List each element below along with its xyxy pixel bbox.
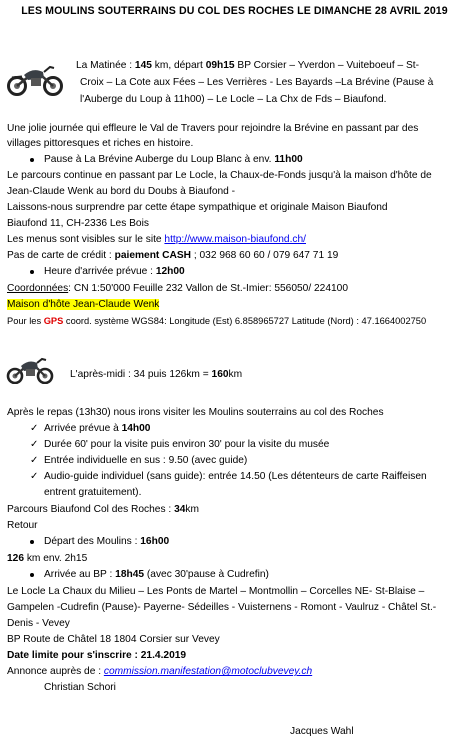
visit-line: Après le repas (13h30) nous irons visiter les Moulins souterrains au col des Roches <box>7 407 384 418</box>
gps-line: Pour les GPS coord. système WGS84: Longitude (Est) 6.858965727 Latitude (Nord) : 47.1664002750 <box>7 316 427 326</box>
route-line-4: Biaufond 11, CH-2336 Les Bois <box>7 218 149 229</box>
bullet-dot-icon <box>30 540 34 544</box>
check-audio-2: entrent gratuitement). <box>44 487 142 498</box>
arrive-bp-line: Arrivée au BP : 18h45 (avec 30'pause à Cudrefin) <box>44 569 269 580</box>
arrival-line: Heure d'arrivée prévue : 12h00 <box>44 266 185 277</box>
return-route-3: Denis - Vevey <box>7 618 70 629</box>
parcours-line: Parcours Biaufond Col des Roches : 34km <box>7 504 199 515</box>
contact-line: Annonce auprès de : commission.manifestation@motoclubvevey.ch <box>7 666 313 677</box>
return-route-2: Gampelen -Cudrefin (Pause)- Payerne- Sédeilles - Vuisternens - Romont - Vaulruz - Châtel St.- <box>7 602 437 613</box>
intro-line-2: villages pittoresques et riches en histoire. <box>7 138 194 149</box>
checkmark-icon: ✓ <box>30 455 39 466</box>
email-link[interactable]: commission.manifestation@motoclubvevey.ch <box>103 666 313 677</box>
morning-line-2: Croix – La Cote aux Fées – Les Verrières - Les Bayards –La Brévine (Pause à <box>80 77 434 88</box>
coordinates-line: Coordonnées: CN 1:50'000 Feuille 232 Vallon de St.-Imier: 556050/ 224100 <box>7 283 348 294</box>
menus-line: Les menus sont visibles sur le site http://www.maison-biaufond.ch/ <box>7 234 306 245</box>
route-line-2: Jean-Claude Wenk au bord du Doubs à Biaufond - <box>7 186 236 197</box>
morning-line-1: La Matinée : 145 km, départ 09h15 BP Corsier – Yverdon – Vuiteboeuf – St- <box>76 60 420 71</box>
motorcycle-image-afternoon <box>6 354 54 384</box>
check-duration: Durée 60' pour la visite puis environ 30' pour la visite du musée <box>44 439 330 450</box>
route-line-1: Le parcours continue en passant par Le Locle, la Chaux-de-Fonds jusqu'à la maison d'hôte de <box>7 170 432 181</box>
retour-line: Retour <box>7 520 38 531</box>
bullet-dot-icon <box>30 158 34 162</box>
check-entry: Entrée individuelle en sus : 9.50 (avec guide) <box>44 455 248 466</box>
checkmark-icon: ✓ <box>30 439 39 450</box>
deadline-line: Date limite pour s'inscrire : 21.4.2019 <box>7 650 187 661</box>
pause-line: Pause à La Brévine Auberge du Loup Blanc à env. 11h00 <box>44 154 303 165</box>
depart-line: Départ des Moulins : 16h00 <box>44 536 170 547</box>
checkmark-icon: ✓ <box>30 423 39 434</box>
bullet-dot-icon <box>30 573 34 577</box>
checkmark-icon: ✓ <box>30 471 39 482</box>
bullet-dot-icon <box>30 270 34 274</box>
return-route-1: Le Locle La Chaux du Milieu – Les Ponts de Martel – Montmollin – Corcelles NE- St-Blaise – <box>7 586 425 597</box>
check-arrival: Arrivée prévue à 14h00 <box>44 423 151 434</box>
address-line: BP Route de Châtel 18 1804 Corsier sur Vevey <box>7 634 220 645</box>
maison-hote-highlight: Maison d'hôte Jean-Claude Wenk <box>7 299 160 310</box>
check-audio-1: Audio-guide individuel (sans guide): entrée 14.50 (Les détenteurs de carte Raiffeisen <box>44 471 427 482</box>
motorcycle-image-morning <box>6 60 64 96</box>
route-line-3: Laissons-nous surprendre par cette étape sympathique et originale Maison Biaufond <box>7 202 388 213</box>
km-line: 126 km env. 2h15 <box>7 553 88 564</box>
card-line: Pas de carte de crédit : paiement CASH ; 032 968 60 60 / 079 647 71 19 <box>7 250 339 261</box>
signature-jacques: Jacques Wahl <box>290 726 354 737</box>
morning-line-3: l'Auberge du Loup à 11h00) – Le Locle – La Chx de Fds – Biaufond. <box>80 94 387 105</box>
signature-christian: Christian Schori <box>44 682 116 693</box>
page-title: LES MOULINS SOUTERRAINS DU COL DES ROCHES LE DIMANCHE 28 AVRIL 2019 <box>21 5 448 17</box>
maison-biaufond-link[interactable]: http://www.maison-biaufond.ch/ <box>164 234 306 245</box>
afternoon-line: L'après-midi : 34 puis 126km = 160km <box>70 369 243 380</box>
intro-line-1: Une jolie journée qui effleure le Val de Travers pour rejoindre la Brévine en passant par des <box>7 123 419 134</box>
